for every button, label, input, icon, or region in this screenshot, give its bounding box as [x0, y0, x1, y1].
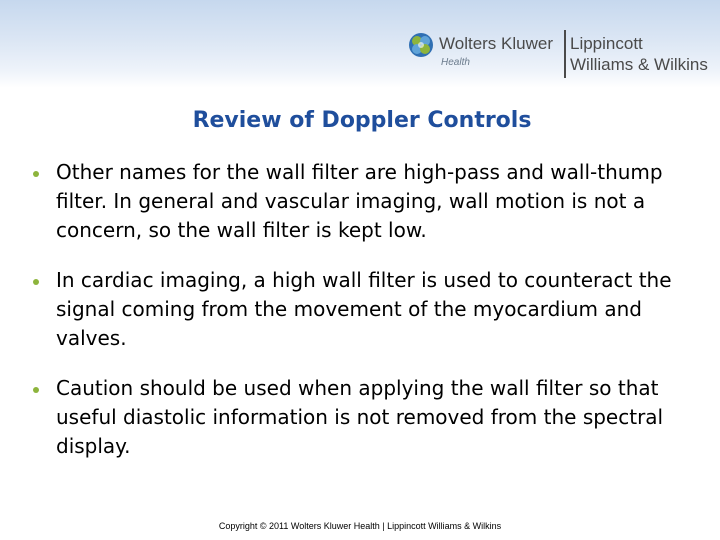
bullet-text: In cardiac imaging, a high wall filter is used to counteract the signal coming from the movement of the myocardium and valves.	[56, 268, 672, 350]
bullet-item	[30, 374, 706, 461]
copyright-footer: Copyright © 2011 Wolters Kluwer Health | Lippincott Williams & Wilkins	[218, 521, 502, 531]
lippincott-wordmark	[570, 33, 708, 75]
slide-title: Review of Doppler Controls	[192, 108, 532, 133]
health-wordmark: Health	[441, 57, 470, 68]
bullet-item	[30, 266, 706, 353]
logo-divider	[564, 30, 566, 78]
bullet-dot-icon	[33, 171, 39, 177]
bullet-text: Caution should be used when applying the wall filter so that useful diastolic information is not removed from the spectral display.	[56, 376, 664, 458]
publisher-logo	[408, 30, 714, 80]
williams-wilkins-line: Williams & Wilkins	[570, 55, 708, 74]
bullet-dot-icon	[33, 387, 39, 393]
bullet-dot-icon	[33, 279, 39, 285]
bullet-item	[30, 158, 706, 245]
wolters-kluwer-wordmark: Wolters Kluwer	[439, 34, 553, 53]
bullet-list	[30, 158, 706, 482]
lippincott-line: Lippincott	[570, 34, 643, 53]
bullet-text: Other names for the wall filter are high-pass and wall-thump filter. In general and vascular imaging, wall motion is not a concern, so the wall filter is kept low.	[56, 160, 663, 242]
globe-logo-icon	[408, 32, 434, 58]
